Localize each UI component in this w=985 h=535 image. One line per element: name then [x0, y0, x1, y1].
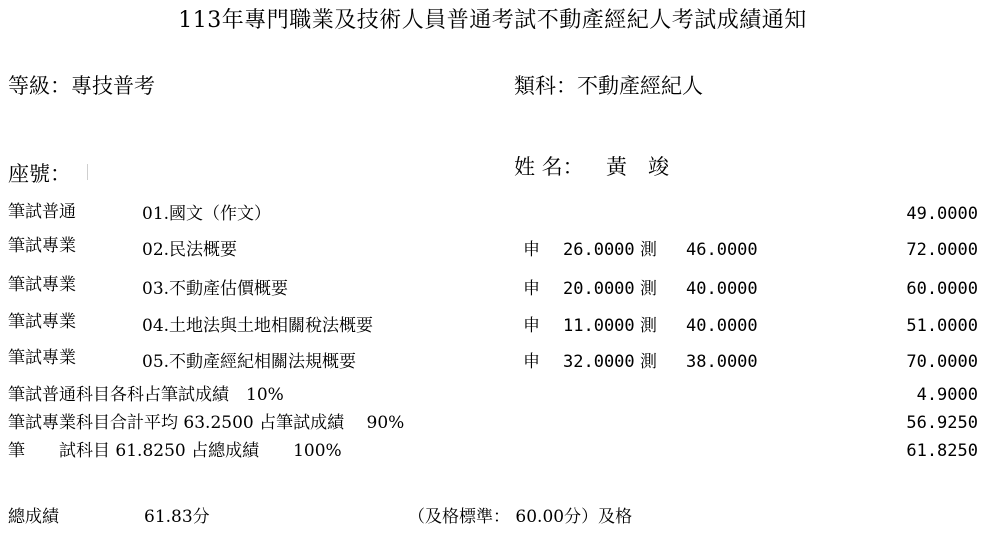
summary-label: 筆 試科目 61.8250 占總成績 100% [8, 441, 342, 461]
test-score: 40.0000 [686, 279, 758, 299]
essay-score: 32.0000 [563, 352, 635, 372]
subject-type: 筆試普通 [8, 202, 76, 222]
total-score-label: 總成績 [8, 507, 59, 527]
test-score: 40.0000 [686, 316, 758, 336]
subject-score: 49.0000 [906, 204, 978, 224]
name-label: 姓 名： [514, 155, 584, 179]
test-label: 測 [640, 240, 657, 260]
subject-type: 筆試專業 [8, 312, 76, 332]
test-score: 46.0000 [686, 240, 758, 260]
essay-label: 申 [523, 279, 540, 299]
subject-score: 60.0000 [906, 279, 978, 299]
subject-score: 72.0000 [906, 240, 978, 260]
subject-type: 筆試專業 [8, 275, 76, 295]
summary-label: 筆試普通科目各科占筆試成績 10% [8, 385, 284, 405]
subject-type: 筆試專業 [8, 348, 76, 368]
essay-score: 26.0000 [563, 240, 635, 260]
candidate-name: 黃 竣 [606, 155, 669, 179]
subject-score: 70.0000 [906, 352, 978, 372]
essay-score: 11.0000 [563, 316, 635, 336]
essay-label: 申 [523, 240, 540, 260]
seat-label: 座號： [8, 162, 71, 186]
summary-value: 4.9000 [916, 385, 978, 405]
seat-number-mark [87, 164, 88, 180]
summary-label: 筆試專業科目合計平均 63.2500 占筆試成績 90% [8, 413, 405, 433]
page-title: 113年專門職業及技術人員普通考試不動產經紀人考試成績通知 [178, 8, 807, 33]
test-label: 測 [640, 316, 657, 336]
test-label: 測 [640, 279, 657, 299]
exam-level: 等級：專技普考 [8, 74, 155, 98]
essay-label: 申 [523, 352, 540, 372]
pass-standard: （及格標準： 60.00分）及格 [408, 507, 633, 527]
essay-label: 申 [523, 316, 540, 336]
subject-name: 01.國文（作文） [142, 204, 272, 224]
subject-name: 02.民法概要 [142, 240, 238, 260]
summary-value: 61.8250 [906, 441, 978, 461]
essay-score: 20.0000 [563, 279, 635, 299]
subject-name: 03.不動產估價概要 [142, 279, 289, 299]
test-label: 測 [640, 352, 657, 372]
subject-name: 04.土地法與土地相關稅法概要 [142, 316, 374, 336]
exam-category: 類科：不動產經紀人 [514, 74, 703, 98]
subject-type: 筆試專業 [8, 236, 76, 256]
summary-value: 56.9250 [906, 413, 978, 433]
total-score-value: 61.83分 [144, 507, 210, 527]
test-score: 38.0000 [686, 352, 758, 372]
subject-score: 51.0000 [906, 316, 978, 336]
subject-name: 05.不動產經紀相關法規概要 [142, 352, 357, 372]
